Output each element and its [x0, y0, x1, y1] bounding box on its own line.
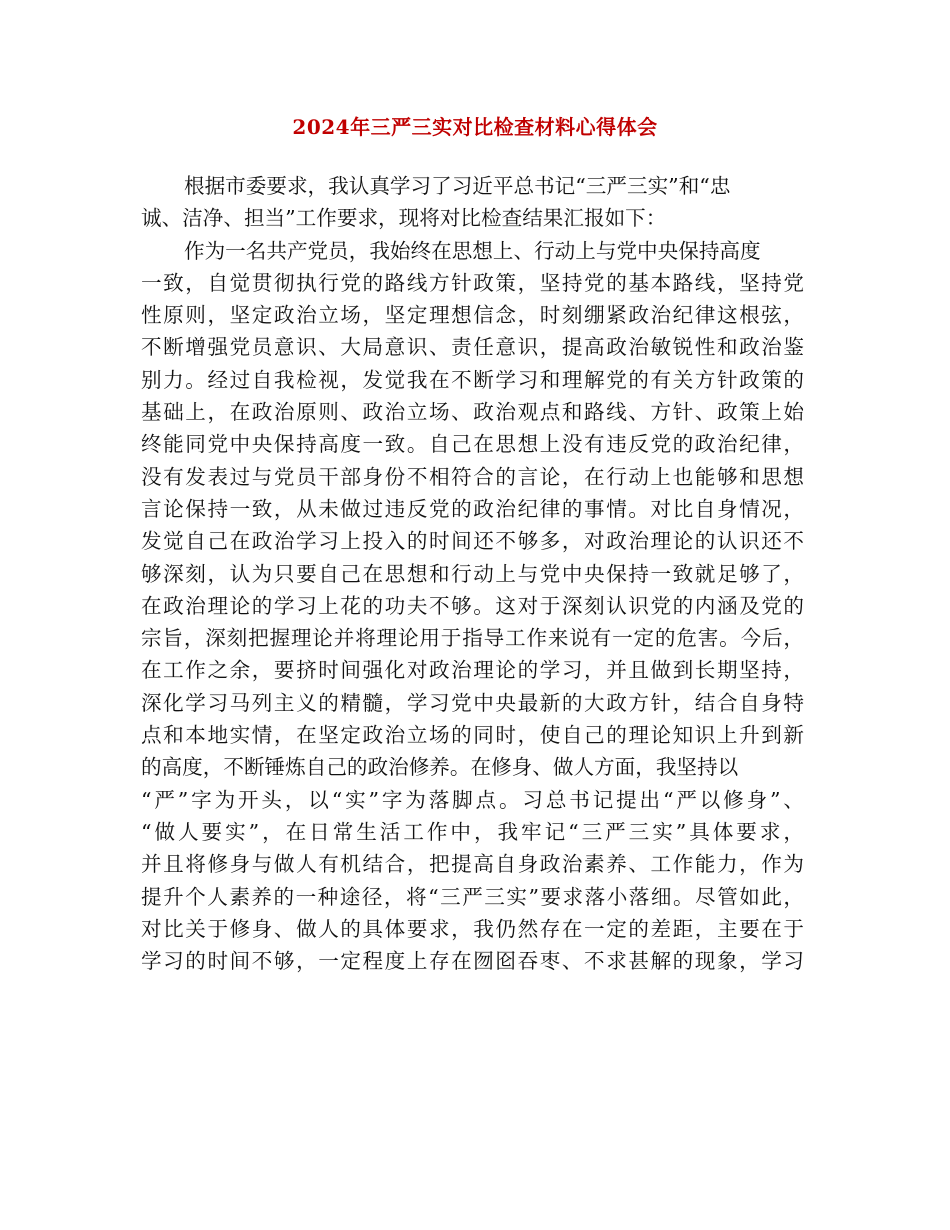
paragraph-2-line: 提升个人素养的一种途径，将“三严三实”要求落小落细。尽管如此， — [141, 884, 804, 909]
paragraph-2-line: 一致，自觉贯彻执行党的路线方针政策，坚持党的基本路线，坚持党 — [141, 270, 804, 295]
paragraph-2-line: “做人要实”，在日常生活工作中，我牢记“三严三实”具体要求， — [141, 819, 804, 844]
paragraph-2-line: 够深刻，认为只要自己在思想和行动上与党中央保持一致就足够了， — [141, 561, 804, 586]
paragraph-2-line: 基础上，在政治原则、政治立场、政治观点和路线、方针、政策上始 — [141, 400, 804, 425]
paragraph-2-line: 言论保持一致，从未做过违反党的政治纪律的事情。对比自身情况， — [141, 496, 804, 521]
paragraph-2-line: 对比关于修身、做人的具体要求，我仍然存在一定的差距，主要在于 — [141, 916, 804, 941]
paragraph-1-line-2: 诚、洁净、担当”工作要求，现将对比检查结果汇报如下： — [141, 206, 667, 231]
paragraph-2-line: 不断增强党员意识、大局意识、责任意识，提高政治敏锐性和政治鉴 — [141, 335, 804, 360]
paragraph-2-line: “严”字为开头，以“实”字为落脚点。习总书记提出“严以修身”、 — [141, 787, 804, 812]
document-body — [141, 170, 804, 977]
paragraph-2-line: 学习的时间不够，一定程度上存在囫囵吞枣、不求甚解的现象，学习 — [141, 949, 804, 974]
paragraph-2-line: 别力。经过自我检视，发觉我在不断学习和理解党的有关方针政策的 — [141, 367, 804, 392]
paragraph-2-line: 深化学习马列主义的精髓，学习党中央最新的大政方针，结合自身特 — [141, 690, 804, 715]
paragraph-2-line: 发觉自己在政治学习上投入的时间还不够多，对政治理论的认识还不 — [141, 529, 804, 554]
paragraph-1-line-1: 根据市委要求，我认真学习了习近平总书记“三严三实”和“忠 — [184, 174, 731, 198]
paragraph-2-line: 点和本地实情，在坚定政治立场的同时，使自己的理论知识上升到新 — [141, 723, 804, 748]
document-title: 2024年三严三实对比检查材料心得体会 — [292, 115, 658, 139]
paragraph-2-line-1: 作为一名共产党员，我始终在思想上、行动上与党中央保持高度 — [184, 238, 761, 263]
paragraph-2-line: 在工作之余，要挤时间强化对政治理论的学习，并且做到长期坚持， — [141, 658, 804, 683]
paragraph-2-line: 性原则，坚定政治立场，坚定理想信念，时刻绷紧政治纪律这根弦， — [141, 303, 804, 328]
paragraph-2-line: 的高度，不断锤炼自己的政治修养。在修身、做人方面，我坚持以 — [141, 755, 739, 780]
paragraph-2-line: 并且将修身与做人有机结合，把提高自身政治素养、工作能力，作为 — [141, 852, 804, 877]
paragraph-2-line: 宗旨，深刻把握理论并将理论用于指导工作来说有一定的危害。今后， — [141, 626, 804, 651]
paragraph-2-line: 没有发表过与党员干部身份不相符合的言论，在行动上也能够和思想 — [141, 464, 804, 489]
paragraph-2-line: 终能同党中央保持高度一致。自己在思想上没有违反党的政治纪律， — [141, 432, 804, 457]
paragraph-2-line: 在政治理论的学习上花的功夫不够。这对于深刻认识党的内涵及党的 — [141, 593, 804, 618]
